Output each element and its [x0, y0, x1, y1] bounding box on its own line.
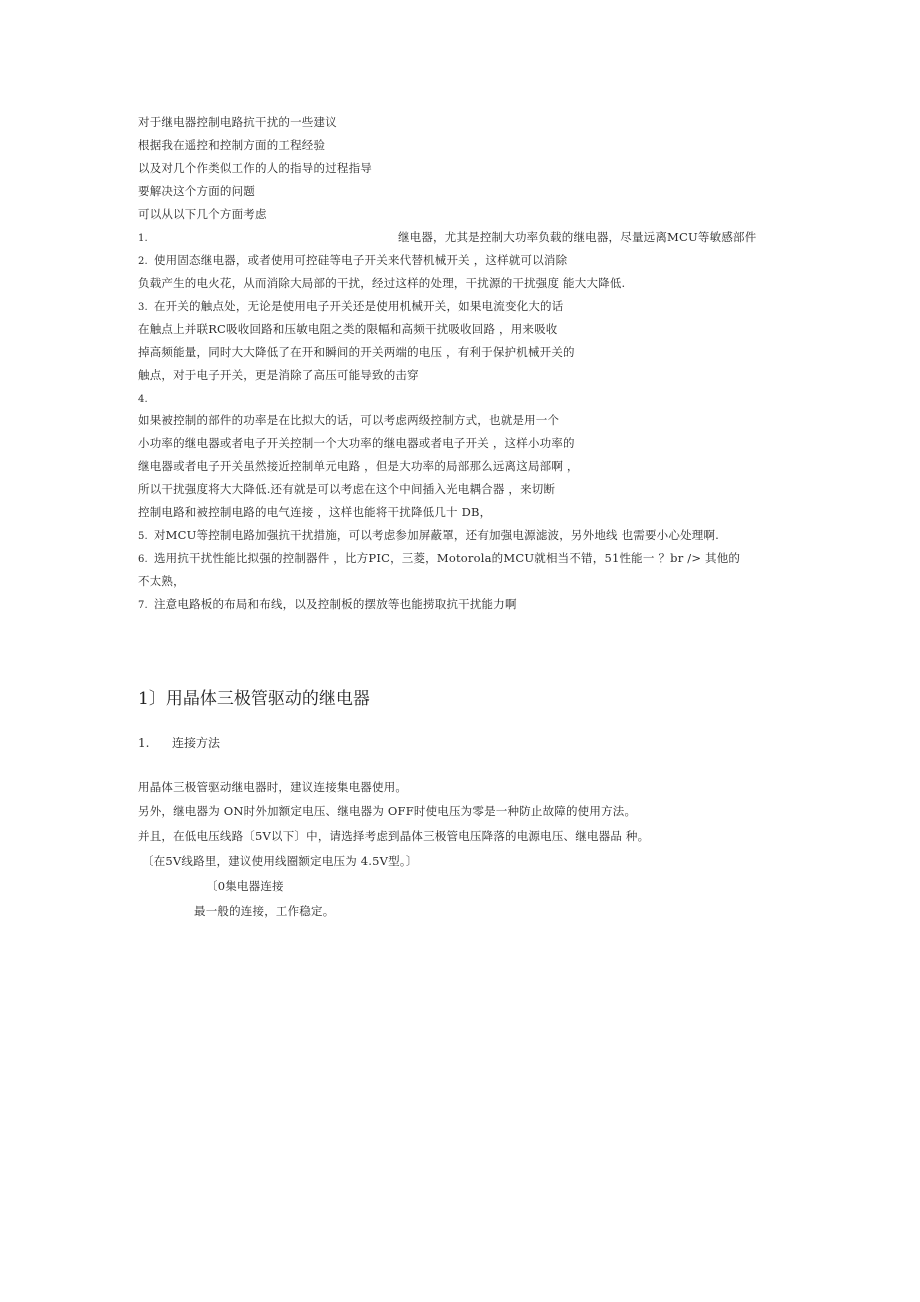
doc-title: 对于继电器控制电路抗干扰的一些建议	[138, 115, 337, 129]
list-item-4-number	[138, 390, 154, 408]
paragraph-1: 用晶体三极管驱动继电器时，建议连接集电器使用。	[138, 780, 408, 794]
list-item-7	[138, 596, 517, 614]
list-item-2	[138, 252, 567, 270]
list-item-6-cont: 不太熟，	[138, 574, 185, 588]
intro-line-4: 可以从以下几个方面考虑	[138, 207, 267, 221]
list-item-6	[138, 550, 740, 568]
intro-line-2: 以及对几个作类似工作的人的指导的过程指导	[138, 161, 372, 175]
subsection-number: 1.	[138, 736, 150, 750]
list-item-text: 对MCU等控制电路加强抗干扰措施，可以考虑参加屏蔽罩，还有加强电源滤波，另外地线 也需要小心处理啊.	[153, 528, 720, 542]
paragraph-6: 最一般的连接，工作稳定。	[194, 904, 335, 918]
paragraph-3: 并且，在低电压线路〔5V以下〕中，请选择考虑到晶体三极管电压降落的电源电压、继电器品 种。	[138, 829, 650, 843]
subsection-heading	[138, 735, 220, 751]
list-item-4-cont: 所以干扰强度将大大降低.还有就是可以考虑在这个中间插入光电耦合器 ，来切断	[138, 482, 556, 496]
list-number: 1.	[138, 233, 148, 244]
list-item-1	[138, 229, 756, 247]
list-item-4-cont: 控制电路和被控制电路的电气连接 ，这样也能将干扰降低几十 DB，	[138, 505, 492, 519]
list-number: 7.	[138, 600, 148, 611]
list-item-3	[138, 298, 563, 316]
list-item-4-cont: 小功率的继电器或者电子开关控制一个大功率的继电器或者电子开关 ，这样小功率的	[138, 436, 575, 450]
list-item-text: 注意电路板的布局和布线，以及控制板的摆放等也能捞取抗干扰能力啊	[153, 597, 517, 611]
list-item-text: 使用固态继电器，或者使用可控硅等电子开关来代替机械开关 ，这样就可以消除	[153, 253, 568, 267]
list-item-3-cont: 触点，对于电子开关，更是消除了高压可能导致的击穿	[138, 368, 419, 382]
subsection-title: 连接方法	[172, 736, 221, 750]
list-item-text: 在开关的触点处，无论是使用电子开关还是使用机械开关，如果电流变化大的话	[153, 299, 564, 313]
intro-line-1: 根据我在遥控和控制方面的工程经验	[138, 138, 326, 152]
section-heading: 1〕用晶体三极管驱动的继电器	[138, 689, 370, 709]
paragraph-2: 另外，继电器为 ON时外加额定电压、继电器为 OFF时使电压为零是一种防止故障的使用方法。	[138, 804, 637, 818]
list-item-3-cont: 掉高频能量，同时大大降低了在开和瞬间的开关两端的电压 ，有利于保护机械开关的	[138, 345, 575, 359]
list-item-3-cont: 在触点上并联RC吸收回路和压敏电阻之类的限幅和高频干扰吸收回路 ，用来吸收	[138, 322, 558, 336]
list-item-5	[138, 527, 719, 545]
paragraph-5: 〔0集电器连接	[206, 879, 284, 893]
list-number: 4.	[138, 394, 148, 405]
list-item-4-cont: 继电器或者电子开关虽然接近控制单元电路 ，但是大功率的局部那么远离这局部啊 ，	[138, 459, 579, 473]
list-item-4: 如果被控制的部件的功率是在比拟大的话，可以考虑两级控制方式，也就是用一个	[138, 413, 560, 427]
list-number: 6.	[138, 554, 148, 565]
intro-line-3: 要解决这个方面的问题	[138, 184, 255, 198]
list-number: 3.	[138, 302, 148, 313]
list-number: 2.	[138, 256, 148, 267]
list-item-text: 继电器，尤其是控制大功率负载的继电器，尽量远离MCU等敏感部件	[397, 230, 757, 244]
paragraph-4: 〔在5V线路里，建议使用线圈额定电压为 4.5V型。〕	[142, 854, 418, 868]
list-item-text: 选用抗干扰性能比拟强的控制器件 ，比方PIC，三菱，Motorola的MCU就相当不错，51性能一 ？br /> 其他的	[153, 551, 741, 565]
list-number: 5.	[138, 531, 148, 542]
list-item-2-cont: 负载产生的电火花，从而消除大局部的干扰，经过这样的处理，干扰源的干扰强度 能大大降低.	[138, 276, 626, 290]
